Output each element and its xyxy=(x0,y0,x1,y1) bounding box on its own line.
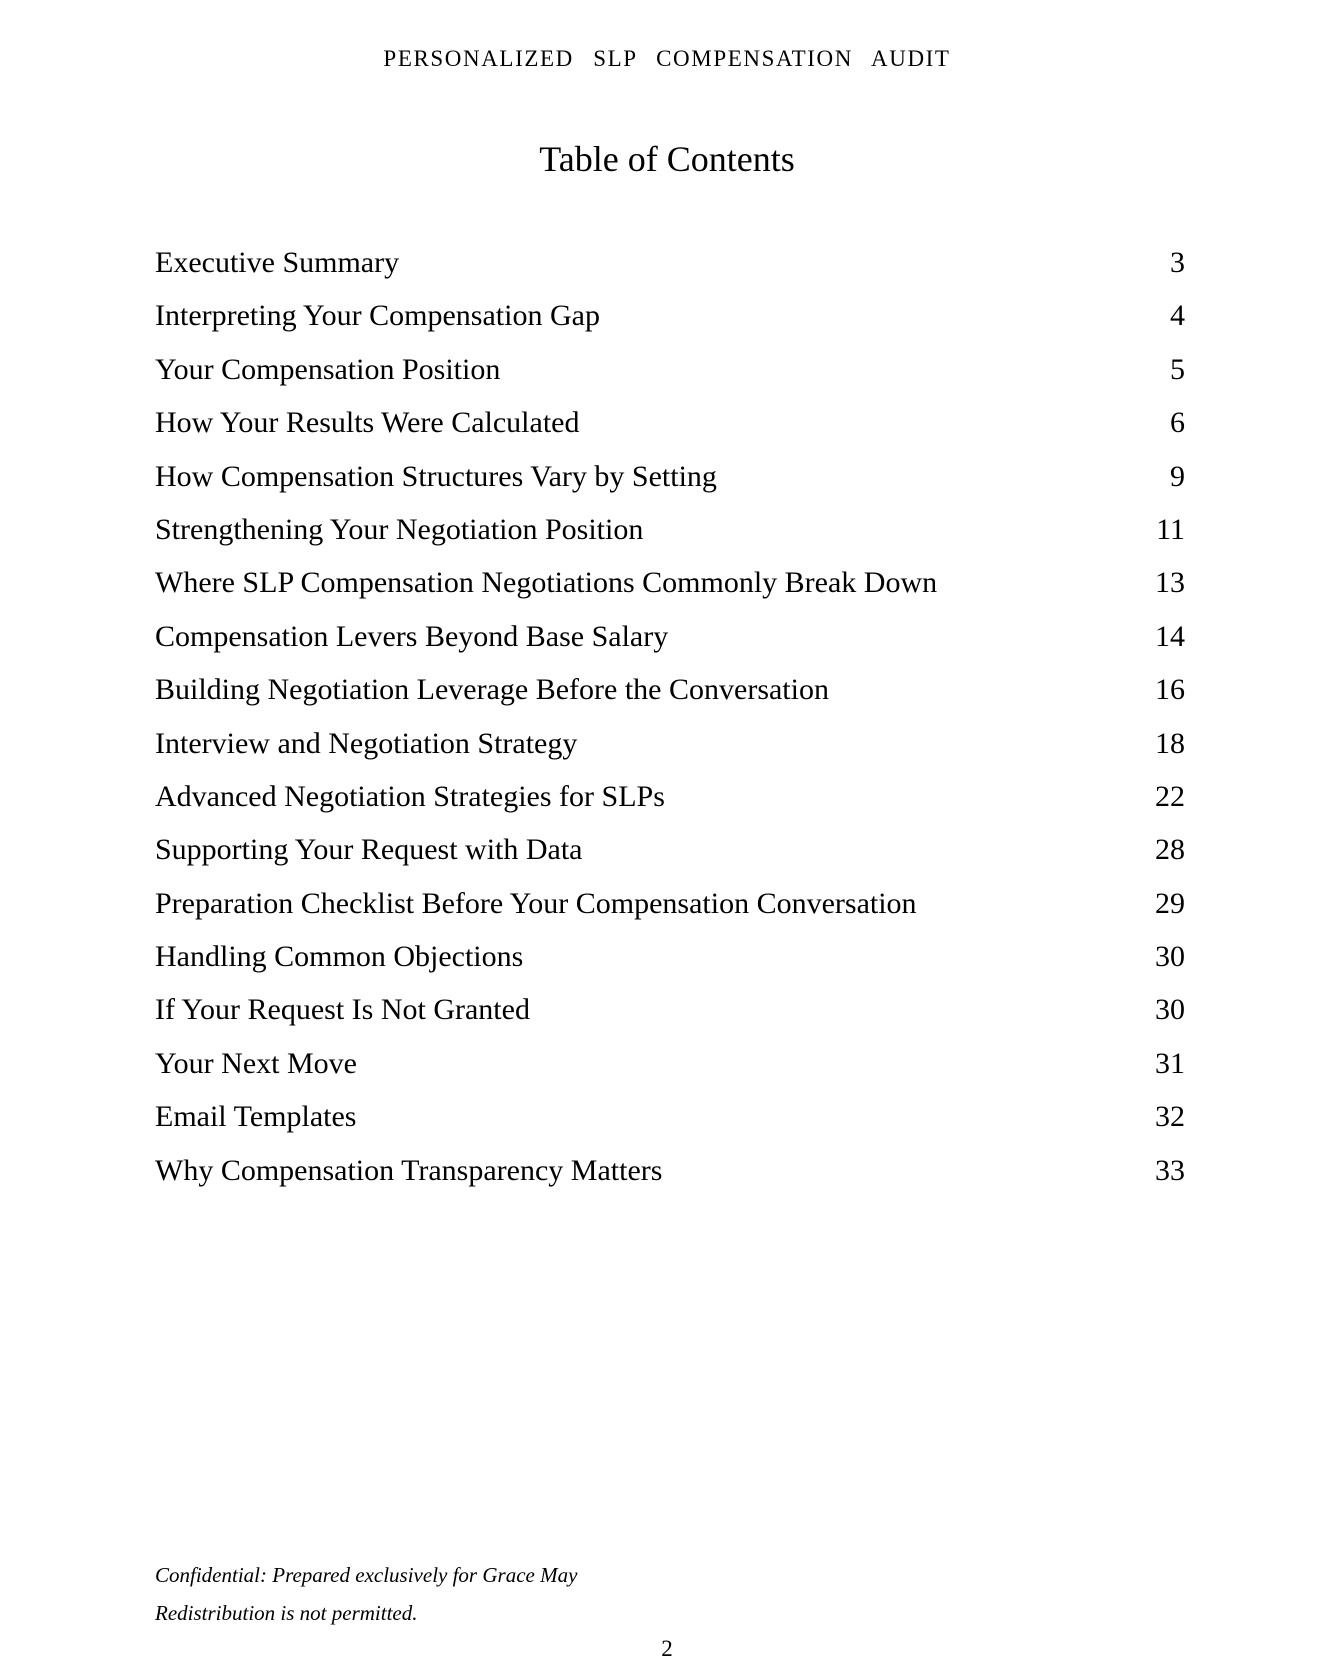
toc-entry-page: 11 xyxy=(1156,512,1185,546)
toc-entry-page: 32 xyxy=(1155,1100,1185,1134)
toc-entry-results-calculated[interactable] xyxy=(155,396,1185,449)
toc-entry-label: How Your Results Were Calculated xyxy=(155,406,580,440)
toc-entry-structures-vary[interactable] xyxy=(155,450,1185,503)
toc-entry-label: Email Templates xyxy=(155,1100,357,1134)
toc-entry-page: 28 xyxy=(1155,833,1185,867)
running-header: PERSONALIZED SLP COMPENSATION AUDIT xyxy=(383,46,951,71)
toc-entry-page: 31 xyxy=(1155,1046,1185,1080)
toc-entry-supporting-data[interactable] xyxy=(155,823,1185,876)
toc-entry-interpreting-gap[interactable] xyxy=(155,289,1185,342)
toc-entry-label: Where SLP Compensation Negotiations Commonly Break Down xyxy=(155,566,938,600)
toc-entry-next-move[interactable] xyxy=(155,1037,1185,1090)
redistribution-line: Redistribution is not permitted. xyxy=(155,1601,418,1625)
toc-entry-transparency-matters[interactable] xyxy=(155,1144,1185,1197)
toc-entry-building-leverage[interactable] xyxy=(155,663,1185,716)
toc-entry-label: If Your Request Is Not Granted xyxy=(155,993,530,1027)
toc-entry-label: How Compensation Structures Vary by Setting xyxy=(155,459,717,493)
toc-entry-negotiations-break-down[interactable] xyxy=(155,556,1185,609)
toc-entry-executive-summary[interactable] xyxy=(155,236,1185,289)
toc-entry-compensation-position[interactable] xyxy=(155,343,1185,396)
toc-entry-label: Building Negotiation Leverage Before the Conversation xyxy=(155,673,829,707)
toc-entry-page: 18 xyxy=(1155,726,1185,760)
toc-entry-strengthening-position[interactable] xyxy=(155,503,1185,556)
toc-entry-page: 33 xyxy=(1155,1153,1185,1187)
toc-entry-label: Why Compensation Transparency Matters xyxy=(155,1153,663,1187)
toc-entry-preparation-checklist[interactable] xyxy=(155,877,1185,930)
toc-entry-label: Advanced Negotiation Strategies for SLPs xyxy=(155,779,665,813)
toc-entry-page: 16 xyxy=(1155,673,1185,707)
toc-entry-label: Strengthening Your Negotiation Position xyxy=(155,512,644,546)
toc-entry-advanced-strategies[interactable] xyxy=(155,770,1185,823)
confidentiality-notice xyxy=(155,1556,577,1632)
toc-entry-page: 30 xyxy=(1155,940,1185,974)
toc-entry-label: Your Next Move xyxy=(155,1046,357,1080)
toc-entry-page: 29 xyxy=(1155,886,1185,920)
toc-entry-label: Interpreting Your Compensation Gap xyxy=(155,299,600,333)
toc-entry-page: 22 xyxy=(1155,779,1185,813)
toc-entry-page: 5 xyxy=(1170,352,1185,386)
toc-list xyxy=(155,236,1185,1197)
toc-entry-label: Compensation Levers Beyond Base Salary xyxy=(155,619,669,653)
toc-entry-label: Executive Summary xyxy=(155,246,400,279)
toc-entry-page: 9 xyxy=(1170,459,1185,493)
toc-entry-label: Interview and Negotiation Strategy xyxy=(155,726,578,760)
toc-entry-email-templates[interactable] xyxy=(155,1090,1185,1143)
toc-entry-request-not-granted[interactable] xyxy=(155,983,1185,1036)
toc-entry-page: 13 xyxy=(1155,566,1185,600)
confidential-line: Confidential: Prepared exclusively for Grace May xyxy=(155,1563,578,1587)
toc-entry-page: 3 xyxy=(1170,246,1185,279)
toc-entry-page: 6 xyxy=(1170,406,1185,440)
page-title: Table of Contents xyxy=(539,139,795,179)
toc-entry-label: Your Compensation Position xyxy=(155,352,501,386)
toc-entry-label: Preparation Checklist Before Your Compensation Conversation xyxy=(155,886,917,920)
toc-entry-page: 4 xyxy=(1170,299,1185,333)
toc-entry-label: Supporting Your Request with Data xyxy=(155,833,583,867)
toc-entry-label: Handling Common Objections xyxy=(155,940,524,974)
toc-entry-interview-strategy[interactable] xyxy=(155,717,1185,770)
toc-entry-common-objections[interactable] xyxy=(155,930,1185,983)
toc-entry-page: 30 xyxy=(1155,993,1185,1027)
toc-entry-page: 14 xyxy=(1155,619,1185,653)
toc-entry-compensation-levers[interactable] xyxy=(155,610,1185,663)
page-number: 2 xyxy=(661,1636,673,1661)
